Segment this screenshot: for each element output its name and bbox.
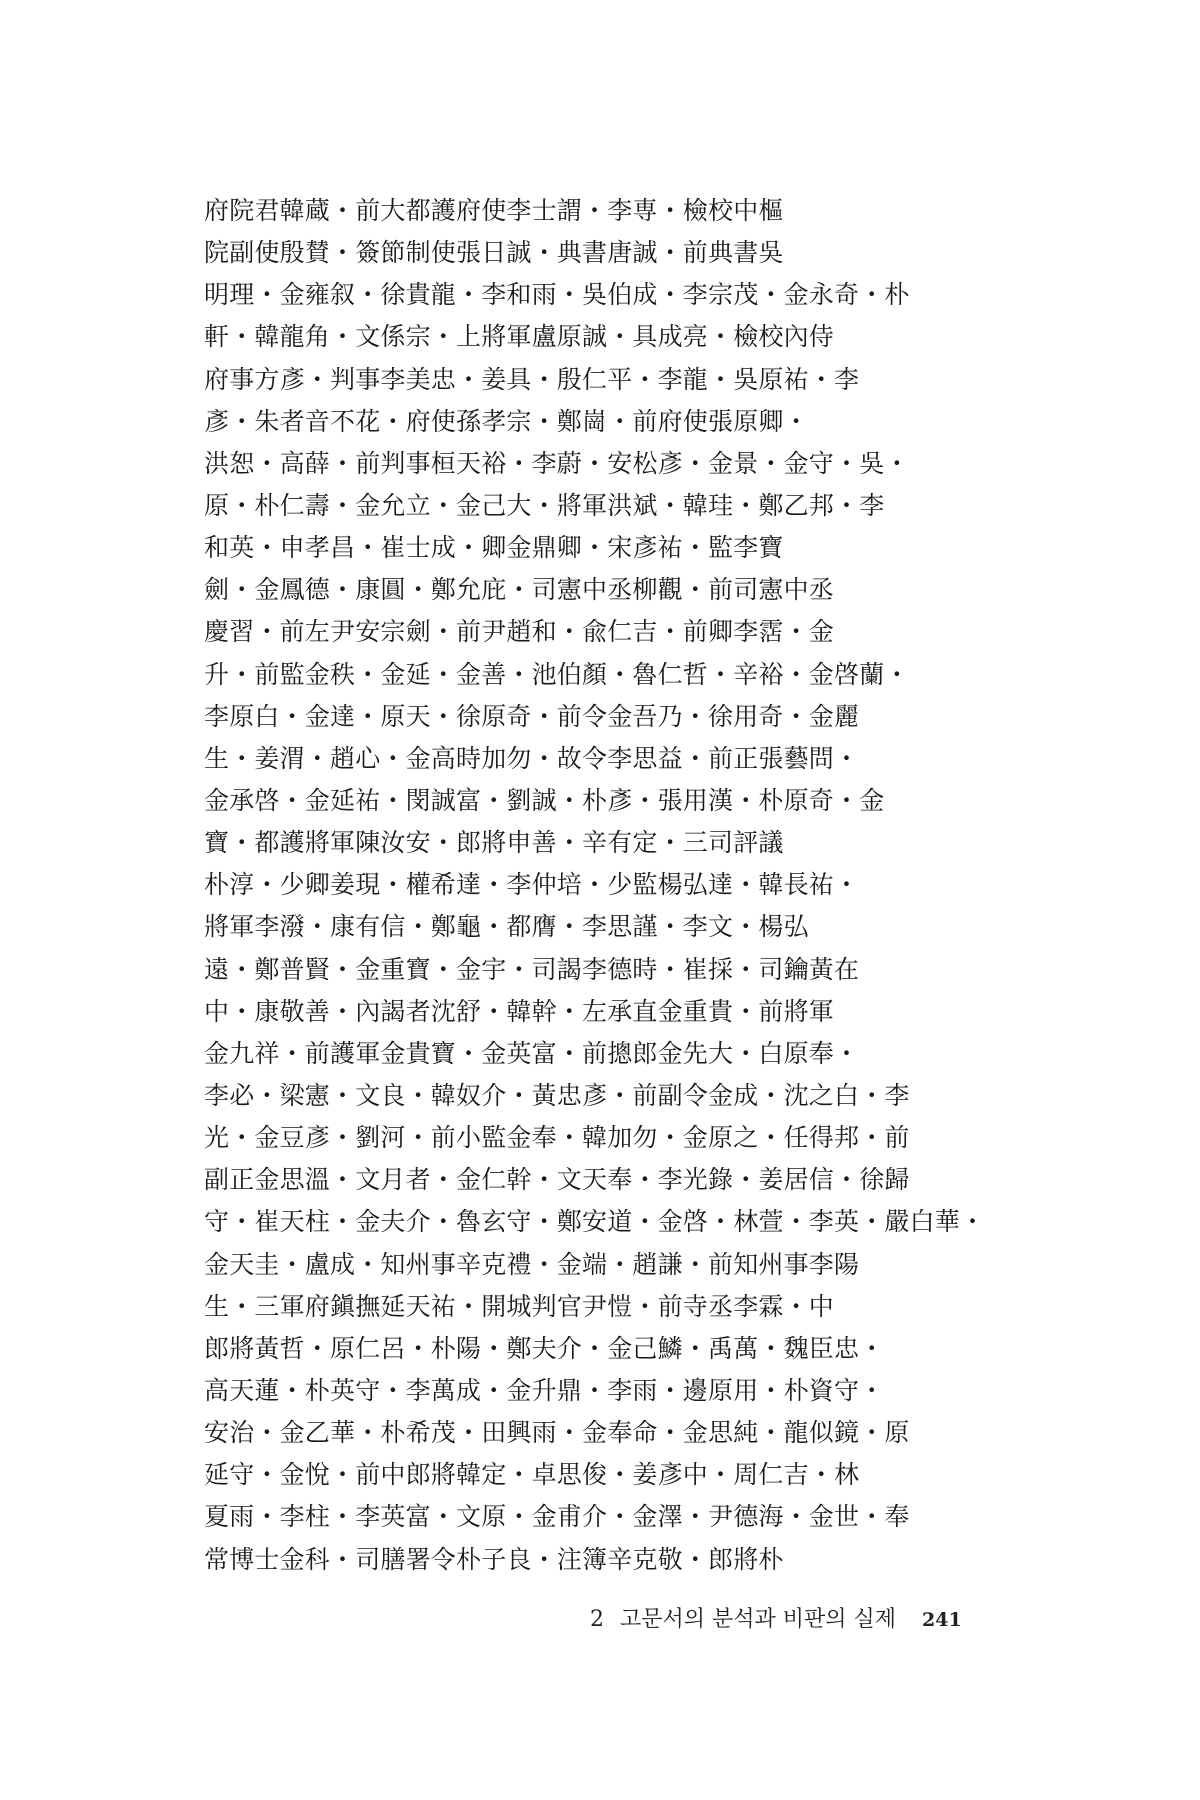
text-line: 和英・申孝昌・崔士成・卿金鼎卿・宋彥祐・監李寶 — [204, 533, 784, 563]
chapter-number: 2 — [590, 1607, 604, 1632]
text-line: 院副使殷賛・簽節制使張日誠・典書唐誠・前典書吳 — [204, 238, 784, 268]
text-line: 遠・鄭普賢・金重寶・金宇・司謁李德時・崔採・司鑰黃在 — [204, 954, 860, 984]
text-line: 李必・梁憲・文良・韓奴介・黃忠彥・前副令金成・沈之白・李 — [204, 1080, 910, 1110]
text-line: 寶・都護將軍陳汝安・郎將申善・辛有定・三司評議 — [204, 828, 784, 858]
text-line: 原・朴仁壽・金允立・金己大・將軍洪斌・韓珪・鄭乙邦・李 — [204, 490, 885, 520]
text-line: 中・康敬善・內謁者沈舒・韓幹・左承直金重貴・前將軍 — [204, 996, 835, 1026]
text-line: 夏雨・李柱・李英富・文原・金甫介・金澤・尹德海・金世・奉 — [204, 1502, 910, 1532]
text-line: 將軍李潑・康有信・鄭龜・都膺・李思謹・李文・楊弘 — [204, 912, 809, 942]
text-line: 守・崔天柱・金夫介・魯玄守・鄭安道・金啓・林萱・李英・嚴白華・ — [204, 1207, 986, 1237]
text-line: 生・三軍府鎭撫延天祐・開城判官尹愷・前寺丞李霖・中 — [204, 1291, 835, 1321]
text-line: 軒・韓龍角・文係宗・上將軍盧原誠・具成亮・檢校內侍 — [204, 322, 835, 352]
chapter-title: 고문서의 분석과 비판의 실제 — [620, 1607, 897, 1632]
text-line: 郎將黃哲・原仁呂・朴陽・鄭夫介・金己鱗・禹萬・魏臣忠・ — [204, 1333, 885, 1363]
text-line: 副正金思溫・文月者・金仁幹・文天奉・李光錄・姜居信・徐歸 — [204, 1165, 910, 1195]
text-line: 府事方彥・判事李美忠・姜具・殷仁平・李龍・吳原祐・李 — [204, 364, 860, 394]
text-line: 李原白・金達・原天・徐原奇・前令金吾乃・徐用奇・金麗 — [204, 701, 860, 731]
text-line: 生・姜渭・趙心・金高時加勿・故令李思益・前正張藝問・ — [204, 743, 860, 773]
text-line: 延守・金悅・前中郎將韓定・卓思俊・姜彥中・周仁吉・林 — [204, 1460, 860, 1490]
text-line: 常博士金科・司膳署令朴子良・注簿辛克敬・郎將朴 — [204, 1544, 784, 1574]
running-footer — [590, 1600, 1010, 1640]
text-line: 洪恕・高薛・前判事桓天裕・李蔚・安松彥・金景・金守・吳・ — [204, 448, 910, 478]
text-line: 慶習・前左尹安宗劍・前尹趙和・兪仁吉・前卿李霑・金 — [204, 617, 835, 647]
text-line: 光・金豆彥・劉河・前小監金奉・韓加勿・金原之・任得邦・前 — [204, 1123, 910, 1153]
text-line: 高天蓮・朴英守・李萬成・金升鼎・李雨・邊原用・朴資守・ — [204, 1375, 885, 1405]
text-line: 朴淳・少卿姜現・權希達・李仲培・少監楊弘達・韓長祐・ — [204, 870, 860, 900]
text-line: 升・前監金秩・金延・金善・池伯顏・魯仁哲・辛裕・金啓蘭・ — [204, 659, 910, 689]
text-line: 明理・金雍叙・徐貴龍・李和雨・吳伯成・李宗茂・金永奇・朴 — [204, 280, 910, 310]
text-line: 安治・金乙華・朴希茂・田興雨・金奉命・金思純・龍似鏡・原 — [204, 1418, 910, 1448]
body-text — [204, 190, 1064, 1581]
text-line: 金天圭・盧成・知州事辛克禮・金端・趙謙・前知州事李陽 — [204, 1249, 860, 1279]
text-line: 府院君韓蔵・前大都護府使李士謂・李専・檢校中樞 — [204, 196, 784, 225]
text-line: 彥・朱者音不花・府使孫孝宗・鄭崗・前府使張原卿・ — [204, 406, 809, 436]
text-line: 金九祥・前護軍金貴寶・金英富・前摠郎金先大・白原奉・ — [204, 1038, 860, 1068]
page-number: 241 — [922, 1609, 962, 1631]
text-line: 劍・金鳳德・康圓・鄭允庇・司憲中丞柳觀・前司憲中丞 — [204, 575, 835, 605]
text-line: 金承啓・金延祐・閔誠富・劉誠・朴彥・張用漢・朴原奇・金 — [204, 785, 885, 815]
